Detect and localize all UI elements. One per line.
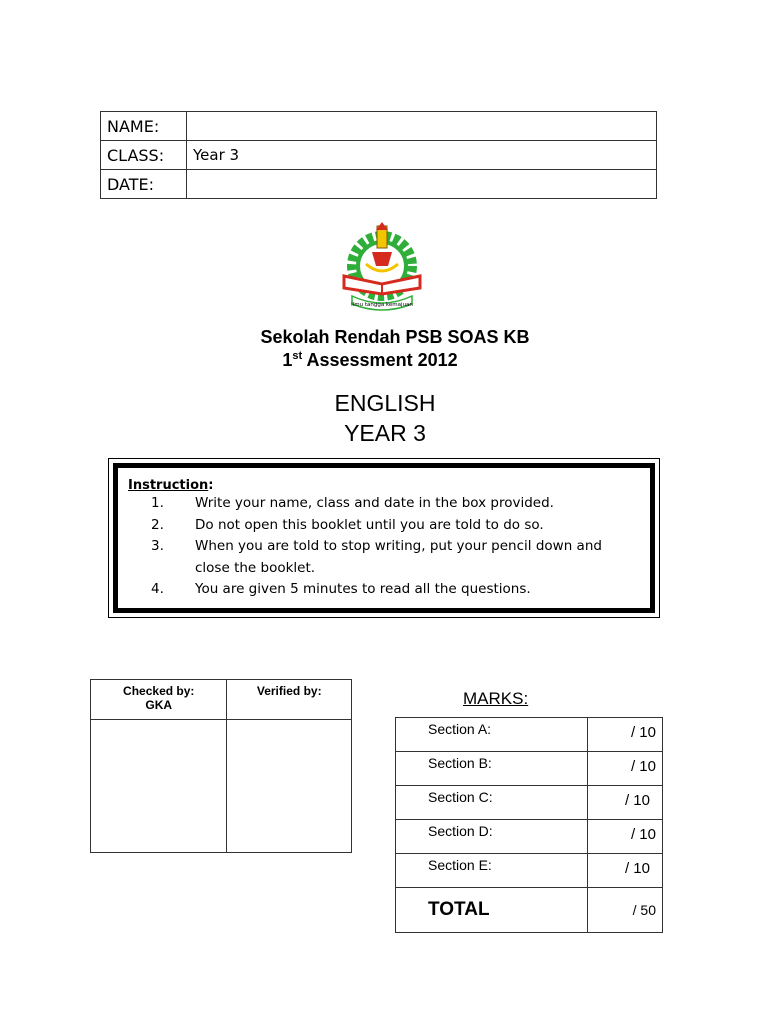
section-score[interactable]: / 10 (588, 820, 663, 854)
checked-verified-table (90, 679, 352, 853)
instruction-number: 2. (151, 516, 164, 533)
date-label: DATE: (101, 170, 187, 199)
verified-by-signature-cell[interactable] (227, 720, 352, 853)
section-score[interactable]: / 10 (588, 854, 663, 888)
assessment-rest: Assessment 2012 (302, 350, 458, 370)
motto-text: Ilmu tangga kemajuan (351, 302, 413, 308)
section-label: Section D: (396, 820, 588, 854)
student-info-table (100, 111, 657, 199)
assessment-number: 1 (282, 350, 293, 370)
instruction-number: 3. (151, 538, 164, 554)
checked-by-label: Checked by: (123, 684, 195, 698)
total-score[interactable]: / 50 (588, 888, 663, 933)
section-score[interactable]: / 10 (588, 718, 663, 752)
check-body-row (91, 720, 352, 853)
date-field[interactable] (187, 170, 657, 199)
instruction-heading (128, 478, 650, 493)
section-label: Section A: (396, 718, 588, 752)
instruction-text: Write your name, class and date in the box provided. (195, 495, 554, 511)
check-header-row (91, 680, 352, 720)
instruction-item (128, 515, 650, 537)
school-name: Sekolah Rendah PSB SOAS KB (260, 327, 530, 347)
section-label: Section C: (396, 786, 588, 820)
instruction-text: You are given 5 minutes to read all the questions. (195, 581, 531, 597)
instruction-number: 4. (151, 581, 164, 597)
assessment-ordinal: st (292, 350, 303, 362)
school-crest-logo (336, 222, 428, 316)
marks-row (396, 820, 663, 854)
name-label: NAME: (101, 112, 187, 141)
marks-table (395, 717, 663, 933)
verified-by-label: Verified by: (256, 684, 322, 698)
name-field[interactable] (187, 112, 657, 141)
instruction-item (128, 579, 650, 601)
instruction-text: Do not open this booklet until you are told to do so. (195, 516, 544, 533)
section-score[interactable]: / 10 (588, 786, 663, 820)
total-row (396, 888, 663, 933)
year-title: YEAR 3 (344, 420, 426, 446)
class-row (101, 141, 657, 170)
section-score[interactable]: / 10 (588, 752, 663, 786)
instruction-item (128, 536, 650, 579)
checked-by-signature-cell[interactable] (91, 720, 227, 853)
class-label: CLASS: (101, 141, 187, 170)
marks-row (396, 786, 663, 820)
instruction-item (128, 493, 650, 515)
marks-row (396, 752, 663, 786)
checked-by-header (91, 680, 227, 720)
section-label: Section E: (396, 854, 588, 888)
verified-by-header (227, 680, 352, 720)
marks-row (396, 718, 663, 752)
name-row (101, 112, 657, 141)
checked-by-org: GKA (145, 698, 173, 712)
subject-title: ENGLISH (334, 390, 436, 416)
instruction-box-inner (113, 463, 655, 613)
assessment-title (230, 350, 510, 371)
marks-title: MARKS: (463, 689, 529, 708)
total-label: TOTAL (396, 888, 588, 933)
class-field[interactable]: Year 3 (187, 141, 657, 170)
section-label: Section B: (396, 752, 588, 786)
instruction-colon: : (208, 478, 214, 493)
instruction-text: When you are told to stop writing, put your pencil down and close the booklet. (195, 538, 602, 576)
marks-row (396, 854, 663, 888)
instruction-number: 1. (151, 495, 164, 511)
date-row (101, 170, 657, 199)
instruction-box (108, 458, 660, 618)
instruction-title: Instruction (128, 478, 209, 493)
